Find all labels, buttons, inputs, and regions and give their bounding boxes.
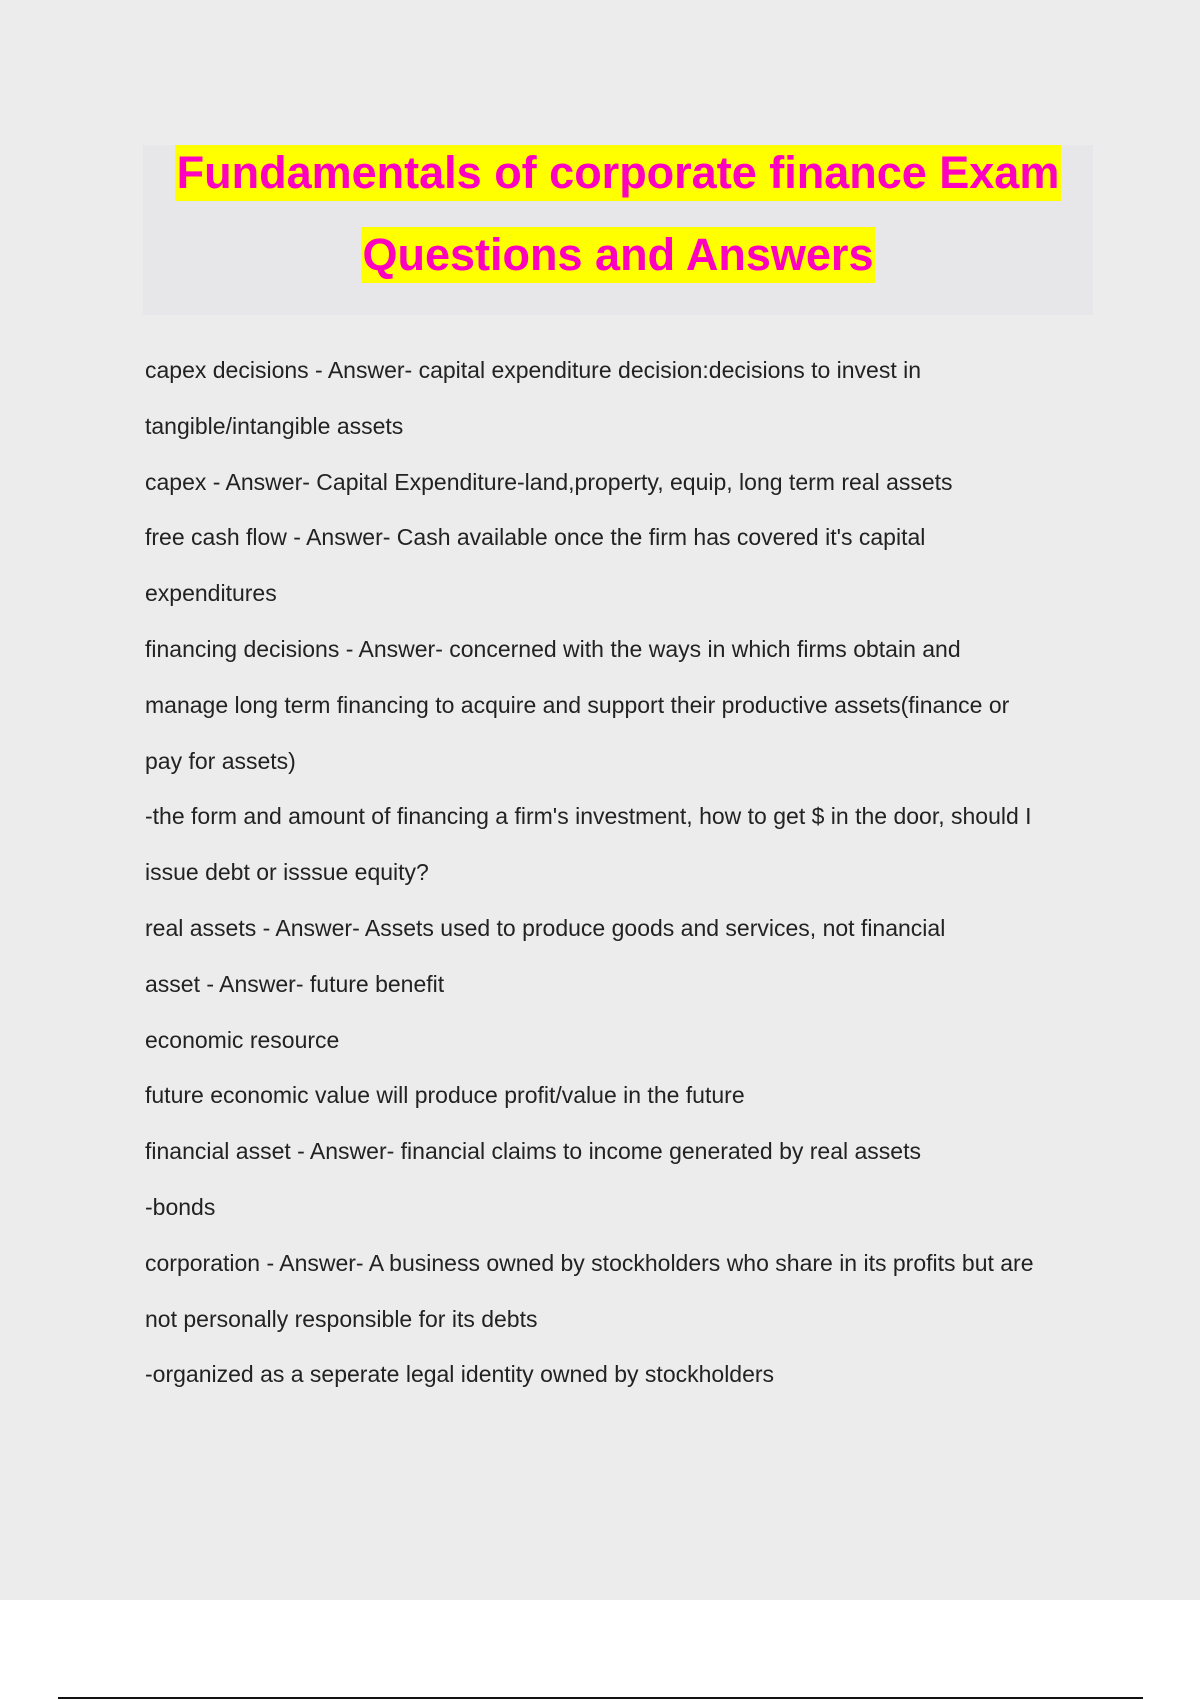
body-line: capex decisions - Answer- capital expenditure decision:decisions to invest in bbox=[145, 357, 922, 383]
body-line: issue debt or isssue equity? bbox=[145, 859, 429, 886]
body-line: economic resource bbox=[145, 1026, 340, 1053]
body-line: future economic value will produce profit/value in the future bbox=[145, 1082, 745, 1109]
document-body bbox=[145, 356, 1105, 1416]
body-line: free cash flow - Answer- Cash available once the firm has covered it's capital bbox=[145, 524, 926, 551]
body-line: manage long term financing to acquire and support their productive assets(finance or bbox=[145, 691, 1010, 718]
body-line: expenditures bbox=[145, 580, 277, 607]
body-line: corporation - Answer- A business owned by stockholders who share in its profits but are bbox=[145, 1249, 1034, 1276]
body-line: tangible/intangible assets bbox=[145, 412, 404, 439]
title-block bbox=[143, 145, 1093, 315]
body-line: real assets - Answer- Assets used to produce goods and services, not financial bbox=[145, 914, 946, 941]
document-title-line-2: Questions and Answers bbox=[361, 227, 876, 283]
body-line: financing decisions - Answer- concerned with the ways in which firms obtain and bbox=[145, 635, 961, 662]
body-line: capex - Answer- Capital Expenditure-land,property, equip, long term real assets bbox=[145, 468, 953, 495]
document-title-line-1: Fundamentals of corporate finance Exam bbox=[175, 145, 1062, 201]
body-line: -organized as a seperate legal identity owned by stockholders bbox=[145, 1361, 775, 1388]
footer-divider bbox=[58, 1697, 1143, 1699]
page-footer bbox=[0, 1600, 1200, 1700]
body-line: asset - Answer- future benefit bbox=[145, 970, 445, 997]
body-line: pay for assets) bbox=[145, 747, 296, 774]
body-line: -the form and amount of financing a firm's investment, how to get $ in the door, should I bbox=[145, 803, 1032, 830]
body-line: not personally responsible for its debts bbox=[145, 1305, 538, 1332]
body-line: -bonds bbox=[145, 1193, 216, 1220]
body-line: financial asset - Answer- financial claims to income generated by real assets bbox=[145, 1138, 921, 1165]
